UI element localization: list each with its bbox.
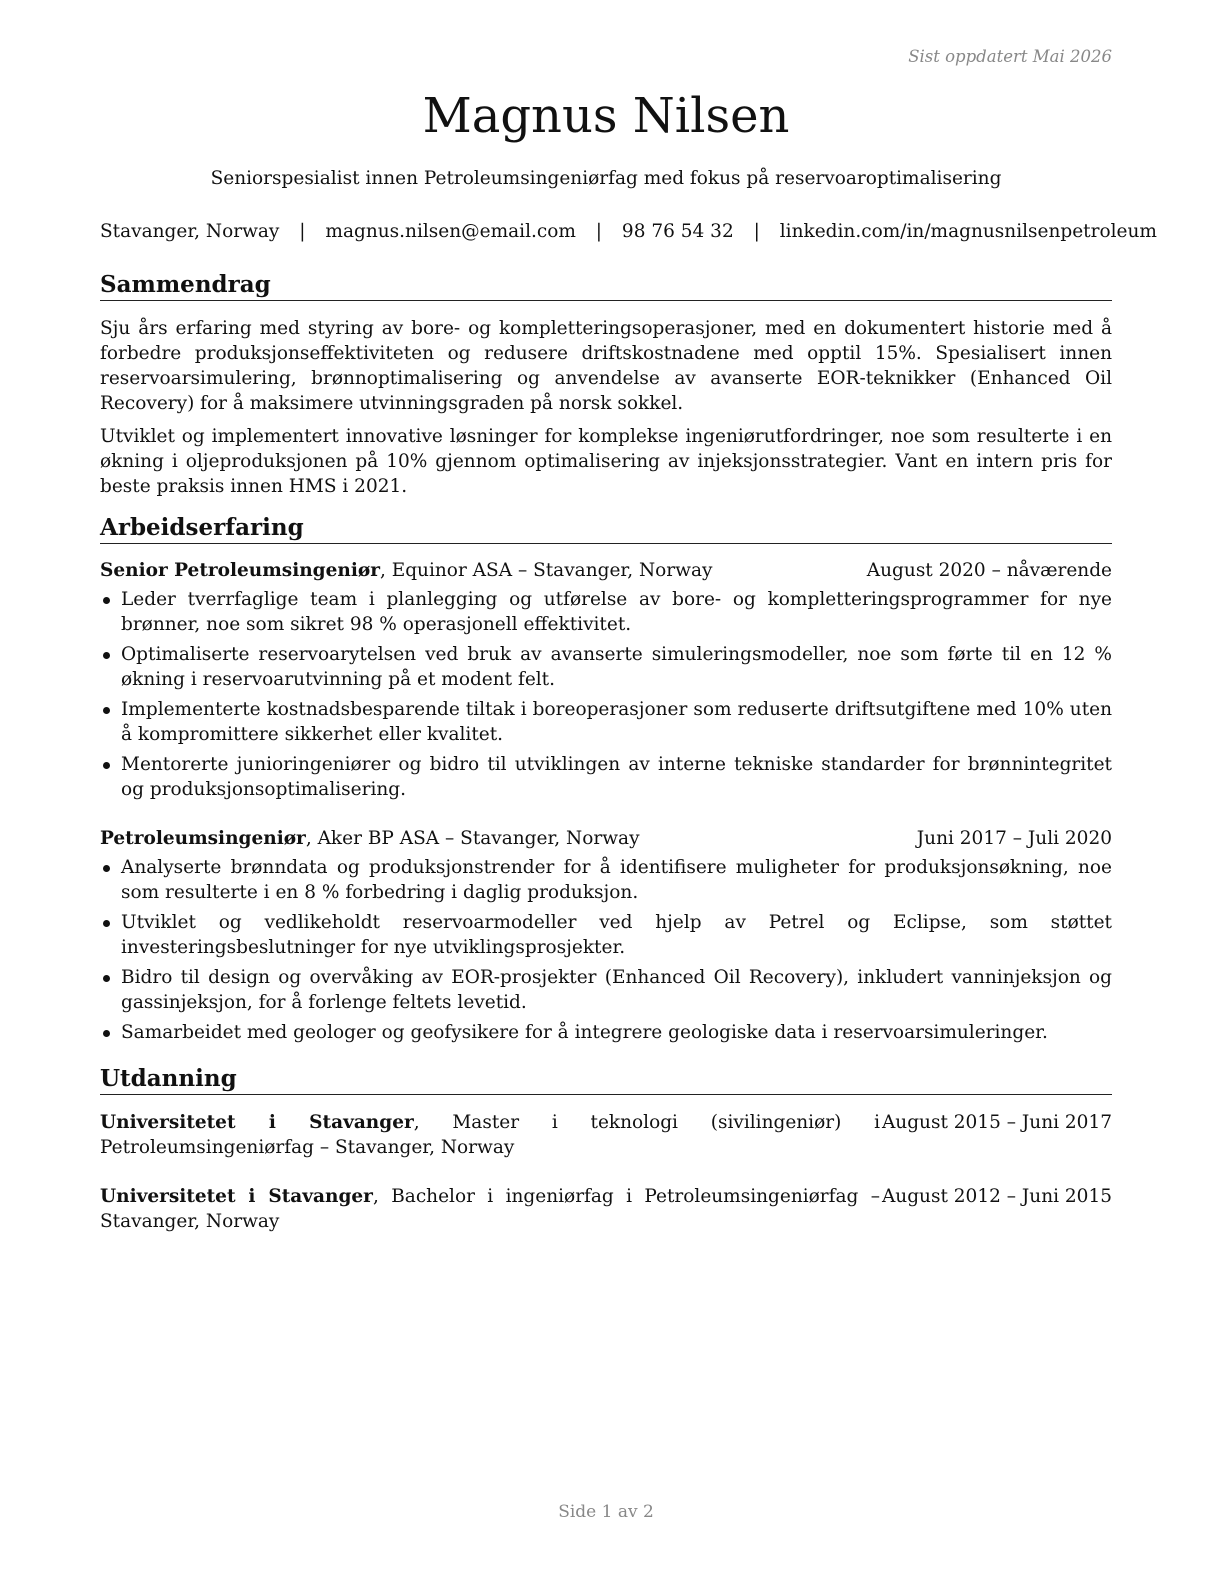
bullet-icon <box>103 975 110 982</box>
bullet-icon <box>103 762 110 769</box>
education-degree: , Bachelor i ingeniørfag i Petroleumsingeniørfag – Stavanger, Norway <box>100 1186 880 1232</box>
bullet-item <box>100 965 1112 1015</box>
contact-location: Stavanger, Norway <box>100 221 280 242</box>
bullet-icon <box>103 652 110 659</box>
bullet-item <box>100 910 1112 960</box>
job-entry <box>100 826 1112 1045</box>
contact-phone: 98 76 54 32 <box>621 221 734 242</box>
education-description <box>100 1184 880 1234</box>
education-entry <box>100 1110 1112 1160</box>
bullet-item <box>100 1020 1112 1045</box>
job-employer: , Aker BP ASA – Stavanger, Norway <box>305 828 640 849</box>
bullet-item <box>100 642 1112 692</box>
education-school: Universitetet i Stavanger <box>100 1186 373 1207</box>
education-description <box>100 1110 880 1160</box>
job-header <box>100 826 1112 851</box>
bullet-item <box>100 752 1112 802</box>
education-entry <box>100 1184 1112 1234</box>
bullet-icon <box>103 1030 110 1037</box>
job-entry <box>100 558 1112 802</box>
education-dates: August 2012 – Juni 2015 <box>881 1186 1112 1207</box>
section-title: Arbeidserfaring <box>100 514 1112 544</box>
summary-paragraph: Utviklet og implementert innovative løsninger for komplekse ingeniørutfordringer, noe som resulterte i en økning i oljeproduksjonen på 10% gjennom optimalisering av injeksjonsstrategier. Vant en intern pris for beste praksis innen HMS i 2021. <box>100 426 1112 497</box>
contact-line <box>100 219 1157 244</box>
bullet-item <box>100 855 1112 905</box>
bullet-text: Leder tverrfaglige team i planlegging og utførelse av bore- og kompletteringsprogrammer for nye brønner, noe som sikret 98 % operasjonell effektivitet. <box>121 589 1112 635</box>
bullet-icon <box>103 920 110 927</box>
bullet-text: Analyserte brønndata og produksjonstrender for å identifisere muligheter for produksjonsøkning, noe som resulterte i en 8 % forbedring i daglig produksjon. <box>121 857 1112 903</box>
education-section <box>100 1065 1112 1258</box>
job-header <box>100 558 1112 583</box>
job-bullets <box>100 587 1112 802</box>
section-title: Utdanning <box>100 1065 1112 1095</box>
bullet-text: Utviklet og vedlikeholdt reservoarmodeller ved hjelp av Petrel og Eclipse, som støttet investeringsbeslutninger for nye utviklingsprosjekter. <box>121 912 1112 958</box>
job-title-line <box>100 558 712 583</box>
bullet-text: Implementerte kostnadsbesparende tiltak i boreoperasjoner som reduserte driftsutgiftene med 10% uten å kompromittere sikkerhet eller kvalitet. <box>121 699 1112 745</box>
job-employer: , Equinor ASA – Stavanger, Norway <box>379 560 713 581</box>
contact-linkedin[interactable]: linkedin.com/in/magnusnilsenpetroleum <box>779 221 1157 242</box>
contact-separator: | <box>595 221 603 242</box>
bullet-item <box>100 697 1112 747</box>
bullet-text: Optimaliserte reservoarytelsen ved bruk av avanserte simuleringsmodeller, noe som førte til en 12 % økning i reservoarutvinning på et modent felt. <box>121 644 1112 690</box>
bullet-icon <box>103 865 110 872</box>
section-title: Sammendrag <box>100 271 1112 301</box>
contact-separator: | <box>299 221 306 242</box>
candidate-name: Magnus Nilsen <box>422 88 790 144</box>
job-dates: Juni 2017 – Juli 2020 <box>916 828 1112 849</box>
contact-separator: | <box>753 221 760 242</box>
summary-paragraph: Sju års erfaring med styring av bore- og kompletteringsoperasjoner, med en dokumentert historie med å forbedre produksjonseffektiviteten og redusere driftskostnadene med opptil 15%. Spesialisert innen reservoarsimulering, brønnoptimalisering og anvendelse av avanserte EOR-teknikker (Enhanced Oil Recovery) for å maksimere utvinningsgraden på norsk sokkel. <box>100 318 1112 414</box>
job-dates: August 2020 – nåværende <box>866 560 1112 581</box>
bullet-item <box>100 587 1112 637</box>
bullet-text: Samarbeidet med geologer og geofysikere for å integrere geologiske data i reservoarsimuleringer. <box>121 1022 1048 1043</box>
page-number: Side 1 av 2 <box>558 1502 654 1522</box>
summary-section <box>100 271 1112 507</box>
bullet-icon <box>103 707 110 714</box>
contact-email[interactable]: magnus.nilsen@email.com <box>325 221 576 242</box>
headline: Seniorspesialist innen Petroleumsingeniørfag med fokus på reservoaroptimalisering <box>210 168 1002 189</box>
bullet-icon <box>103 597 110 604</box>
education-school: Universitetet i Stavanger <box>100 1112 414 1133</box>
job-role: Petroleumsingeniør <box>100 828 306 849</box>
job-role: Senior Petroleumsingeniør <box>100 560 380 581</box>
job-title-line <box>100 826 640 851</box>
bullet-text: Bidro til design og overvåking av EOR-prosjekter (Enhanced Oil Recovery), inkludert vanninjeksjon og gassinjeksjon, for å forlenge feltets levetid. <box>121 967 1112 1013</box>
bullet-text: Mentorerte junioringeniører og bidro til utviklingen av interne tekniske standarder for brønnintegritet og produksjonsoptimalisering. <box>121 754 1112 800</box>
last-updated: Sist oppdatert Mai 2026 <box>908 47 1112 66</box>
education-degree: , Master i teknologi (sivilingeniør) i Petroleumsingeniørfag – Stavanger, Norway <box>100 1112 880 1158</box>
education-dates: August 2015 – Juni 2017 <box>881 1112 1112 1133</box>
experience-section <box>100 514 1112 1069</box>
job-bullets <box>100 855 1112 1045</box>
